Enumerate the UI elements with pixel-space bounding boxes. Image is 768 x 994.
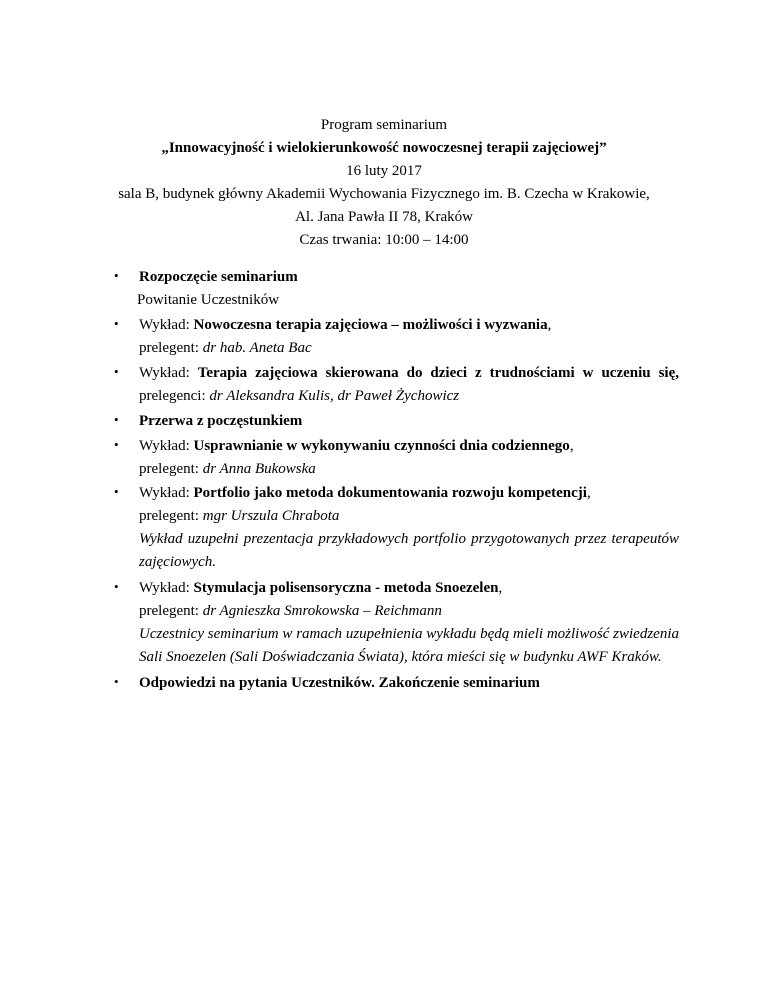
seminar-address: Al. Jana Pawła II 78, Kraków: [295, 209, 473, 225]
item-title: Przerwa z poczęstunkiem: [139, 413, 303, 429]
list-item: [0, 362, 768, 408]
bullet-icon: •: [114, 437, 119, 452]
item-title: Portfolio jako metoda dokumentowania rozwoju kompetencji: [193, 485, 587, 501]
speaker-name: dr Anna Bukowska: [202, 461, 316, 477]
item-prefix: Wykład:: [139, 580, 194, 596]
list-item: [0, 314, 768, 360]
list-item: [0, 672, 768, 695]
speaker-label: prelegent:: [139, 508, 203, 524]
program-header: [0, 114, 768, 252]
item-note: Wykład uzupełni prezentacja przykładowych portfolio przygotowanych przez terapeutów: [139, 531, 679, 547]
speaker-name: dr Agnieszka Smrokowska – Reichmann: [202, 603, 442, 619]
speaker-label: prelegent:: [139, 461, 203, 477]
item-title: Nowoczesna terapia zajęciowa – możliwości i wyzwania: [193, 317, 548, 333]
bullet-icon: •: [114, 316, 119, 331]
list-item: [0, 577, 768, 669]
seminar-subtitle: „Innowacyjność i wielokierunkowość nowoczesnej terapii zajęciowej”: [161, 140, 607, 156]
item-suffix: ,: [498, 580, 503, 596]
item-prefix: Wykład:: [139, 438, 194, 454]
item-prefix: Wykład:: [139, 317, 194, 333]
speaker-name: mgr Urszula Chrabota: [202, 508, 340, 524]
bullet-icon: •: [114, 364, 119, 379]
item-suffix: ,: [569, 438, 574, 454]
list-item: [0, 435, 768, 481]
list-item: [0, 482, 768, 574]
bullet-icon: •: [114, 674, 119, 689]
bullet-icon: •: [114, 268, 119, 283]
item-note: zajęciowych.: [139, 554, 217, 570]
item-subtext: Powitanie Uczestników: [137, 292, 280, 308]
bullet-icon: •: [114, 579, 119, 594]
bullet-icon: •: [114, 412, 119, 427]
item-note: Uczestnicy seminarium w ramach uzupełnienia wykładu będą mieli możliwość zwiedzenia: [139, 626, 679, 642]
list-item: [0, 410, 768, 433]
speaker-name: dr Aleksandra Kulis, dr Paweł Żychowicz: [209, 388, 460, 404]
program-title: Program seminarium: [320, 117, 448, 133]
item-title: Terapia zajęciowa skierowana do dzieci z trudnościami w uczeniu się,: [197, 365, 679, 381]
seminar-duration: Czas trwania: 10:00 – 14:00: [299, 232, 469, 248]
speaker-label: prelegent:: [139, 340, 203, 356]
item-title: Odpowiedzi na pytania Uczestników. Zakończenie seminarium: [139, 675, 540, 691]
item-title: Usprawnianie w wykonywaniu czynności dnia codziennego: [193, 438, 570, 454]
item-title: Stymulacja polisensoryczna - metoda Snoezelen: [193, 580, 499, 596]
speaker-label: prelegenci:: [139, 388, 210, 404]
item-title: Rozpoczęcie seminarium: [139, 269, 298, 285]
speaker-name: dr hab. Aneta Bac: [202, 340, 312, 356]
seminar-date: 16 luty 2017: [346, 163, 422, 179]
item-prefix: Wykład:: [139, 485, 194, 501]
item-note: Sali Snoezelen (Sali Doświadczania Świata), która mieści się w budynku AWF Kraków.: [139, 649, 662, 665]
list-item: [0, 266, 768, 312]
seminar-venue: sala B, budynek główny Akademii Wychowania Fizycznego im. B. Czecha w Krakowie,: [118, 186, 650, 202]
item-suffix: ,: [586, 485, 591, 501]
item-suffix: ,: [547, 317, 552, 333]
bullet-icon: •: [114, 484, 119, 499]
item-prefix: Wykład:: [139, 365, 198, 381]
speaker-label: prelegent:: [139, 603, 203, 619]
